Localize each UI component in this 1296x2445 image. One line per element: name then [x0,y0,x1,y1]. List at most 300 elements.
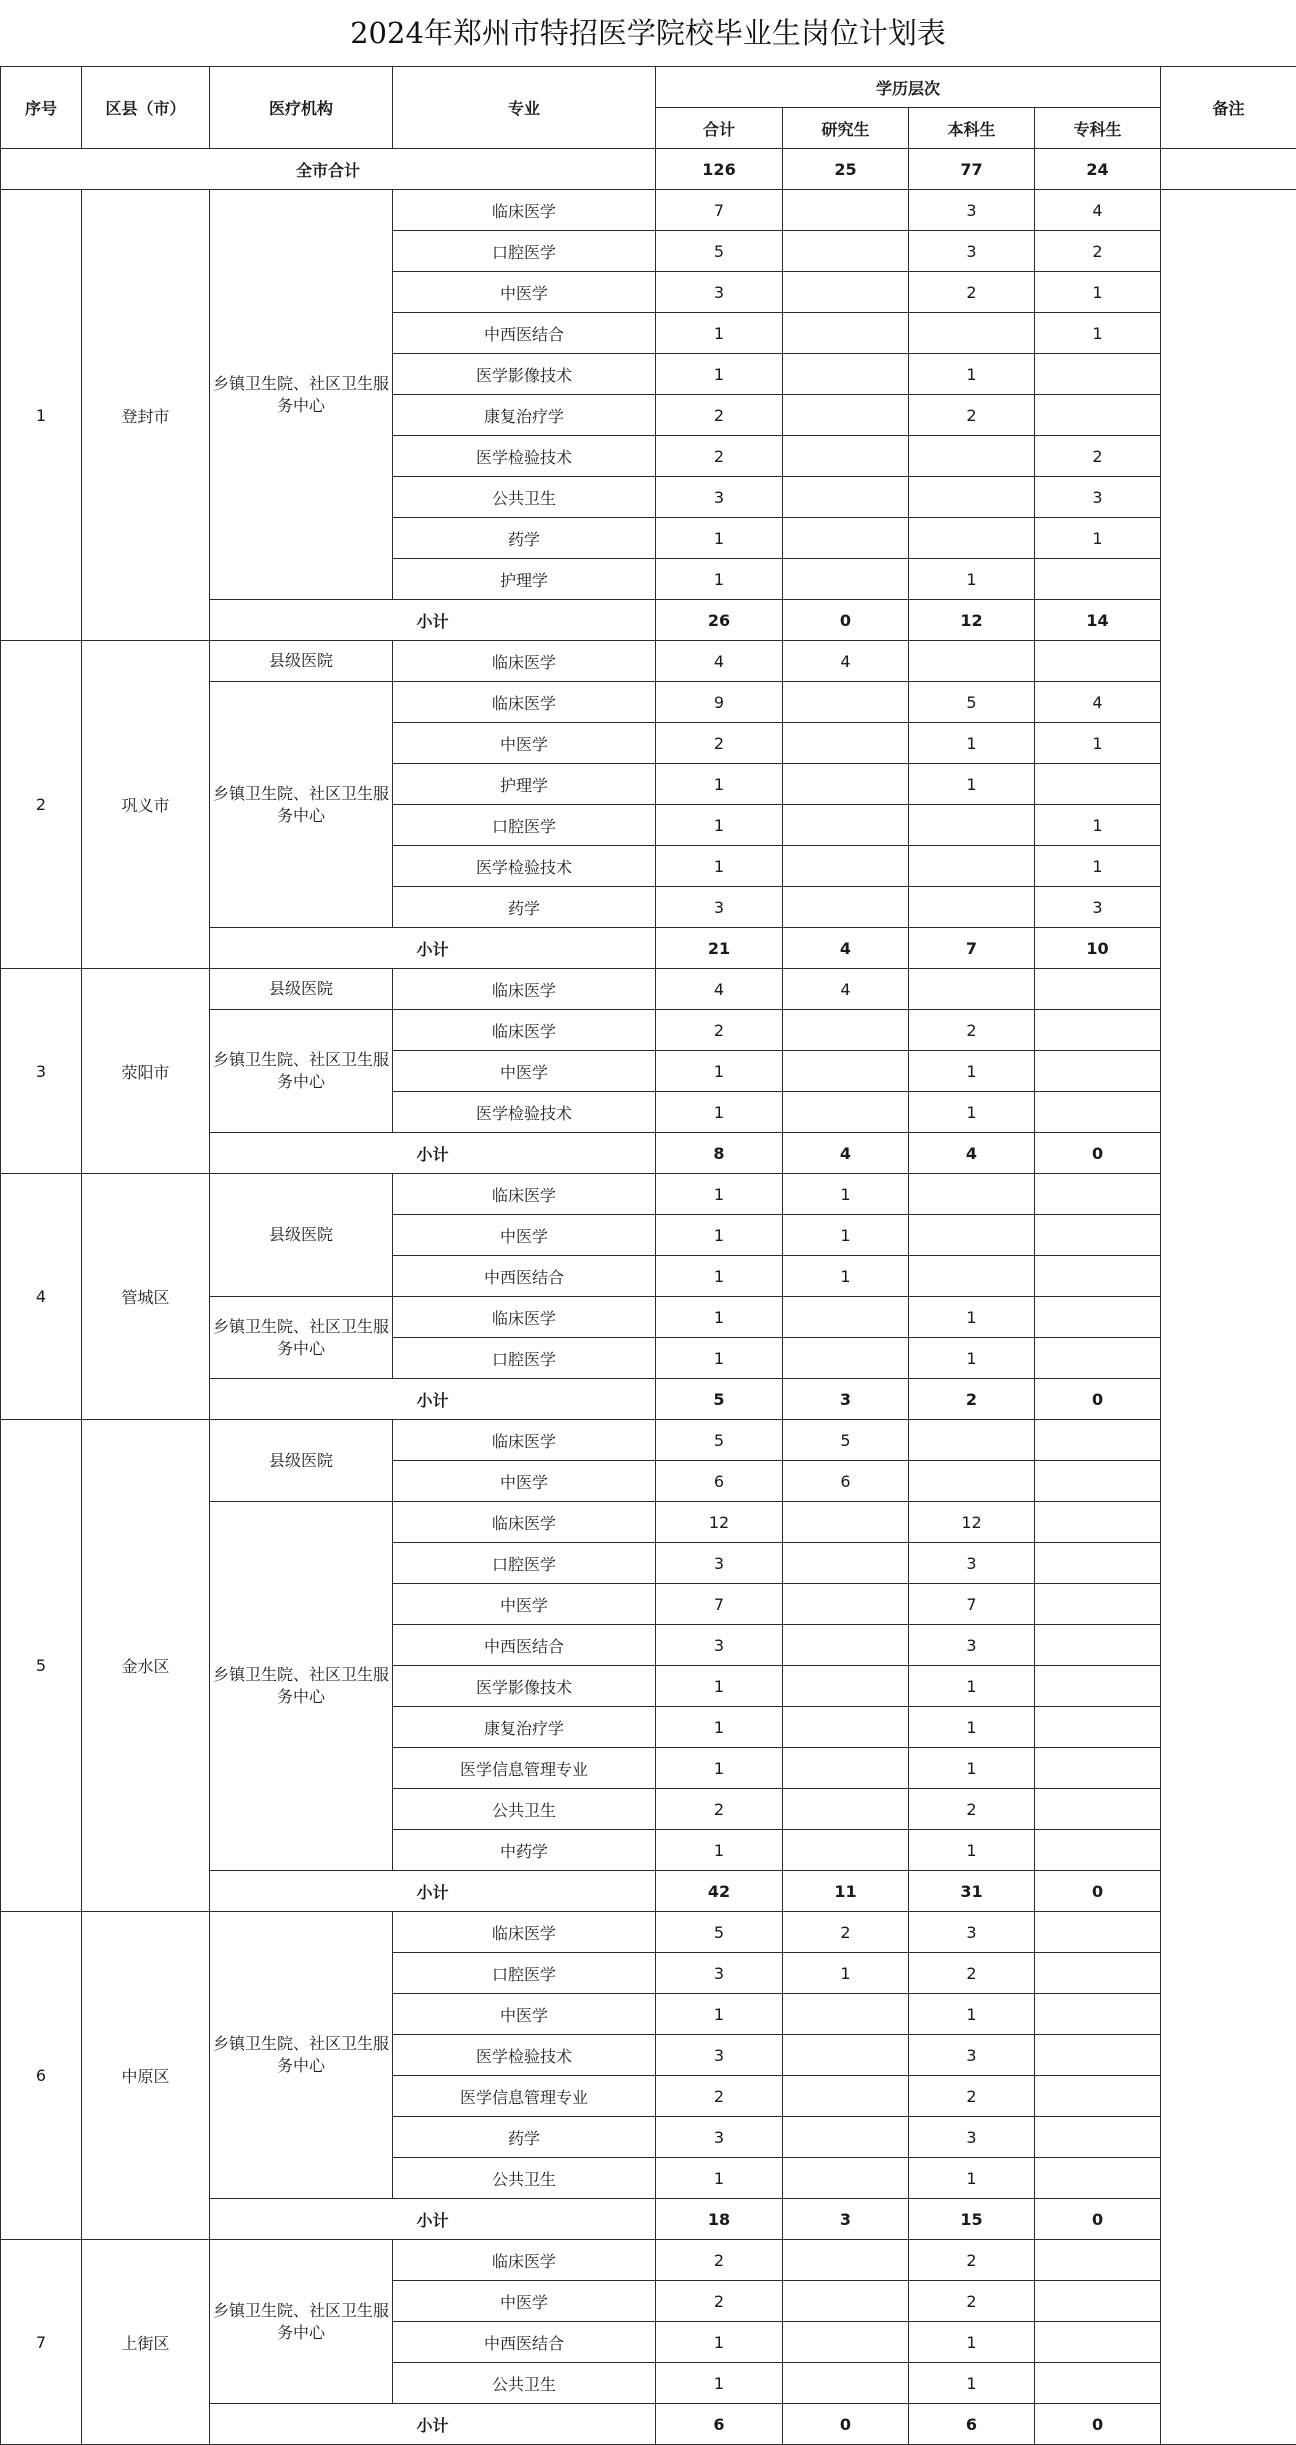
seq-cell: 5 [1,1420,82,1912]
bachelor-cell: 3 [909,231,1035,272]
major-cell: 临床医学 [393,1912,656,1953]
grad-cell [783,1092,909,1133]
subtotal-grad: 0 [783,2404,909,2445]
total-cell: 3 [656,2117,783,2158]
college-cell [1035,1994,1161,2035]
grand-total-bachelor: 77 [909,149,1035,190]
grad-cell: 5 [783,1420,909,1461]
grand-total-total: 126 [656,149,783,190]
major-cell: 中药学 [393,1830,656,1871]
major-cell: 中医学 [393,723,656,764]
total-cell: 1 [656,1174,783,1215]
college-cell [1035,1174,1161,1215]
institution-cell: 乡镇卫生院、社区卫生服务中心 [210,1502,393,1871]
college-cell: 4 [1035,190,1161,231]
major-cell: 中西医结合 [393,1625,656,1666]
grad-cell [783,2117,909,2158]
total-cell: 7 [656,1584,783,1625]
subtotal-label: 小计 [210,1379,656,1420]
subtotal-college: 0 [1035,1871,1161,1912]
bachelor-cell: 2 [909,272,1035,313]
grad-cell [783,272,909,313]
college-cell [1035,2117,1161,2158]
header-remark: 备注 [1161,67,1296,149]
subtotal-bachelor: 7 [909,928,1035,969]
college-cell: 3 [1035,887,1161,928]
table-row [1,641,1296,682]
bachelor-cell: 1 [909,1666,1035,1707]
college-cell: 4 [1035,682,1161,723]
grad-cell: 4 [783,969,909,1010]
college-cell [1035,1748,1161,1789]
major-cell: 临床医学 [393,1010,656,1051]
subtotal-college: 0 [1035,1379,1161,1420]
bachelor-cell [909,887,1035,928]
seq-cell: 4 [1,1174,82,1420]
grad-cell [783,2363,909,2404]
total-cell: 1 [656,764,783,805]
header-total: 合计 [656,108,783,149]
college-cell [1035,1625,1161,1666]
grad-cell [783,518,909,559]
college-cell [1035,2035,1161,2076]
bachelor-cell: 1 [909,559,1035,600]
total-cell: 3 [656,272,783,313]
total-cell: 3 [656,1625,783,1666]
grad-cell [783,2035,909,2076]
grad-cell [783,1625,909,1666]
grad-cell [783,2240,909,2281]
college-cell [1035,2322,1161,2363]
major-cell: 药学 [393,887,656,928]
major-cell: 临床医学 [393,1502,656,1543]
major-cell: 临床医学 [393,641,656,682]
bachelor-cell: 1 [909,2158,1035,2199]
major-cell: 医学信息管理专业 [393,1748,656,1789]
college-cell [1035,1953,1161,1994]
subtotal-grad: 4 [783,1133,909,1174]
college-cell [1035,2158,1161,2199]
major-cell: 护理学 [393,559,656,600]
header-college: 专科生 [1035,108,1161,149]
grad-cell [783,477,909,518]
district-cell: 管城区 [82,1174,210,1420]
subtotal-grad: 3 [783,2199,909,2240]
page-title: 2024年郑州市特招医学院校毕业生岗位计划表 [350,16,946,50]
total-cell: 3 [656,1543,783,1584]
bachelor-cell: 7 [909,1584,1035,1625]
subtotal-grad: 11 [783,1871,909,1912]
total-cell: 1 [656,2322,783,2363]
major-cell: 中医学 [393,1584,656,1625]
major-cell: 临床医学 [393,682,656,723]
total-cell: 1 [656,1830,783,1871]
total-cell: 1 [656,354,783,395]
grad-cell: 4 [783,641,909,682]
total-cell: 3 [656,2035,783,2076]
college-cell [1035,1502,1161,1543]
total-cell: 2 [656,1010,783,1051]
subtotal-bachelor: 4 [909,1133,1035,1174]
subtotal-bachelor: 31 [909,1871,1035,1912]
total-cell: 1 [656,1092,783,1133]
grad-cell [783,805,909,846]
college-cell [1035,395,1161,436]
subtotal-grad: 0 [783,600,909,641]
major-cell: 中医学 [393,272,656,313]
grad-cell [783,1502,909,1543]
header-grad: 研究生 [783,108,909,149]
total-cell: 5 [656,1912,783,1953]
college-cell [1035,1789,1161,1830]
grand-total-label: 全市合计 [1,149,656,190]
grad-cell [783,2076,909,2117]
grad-cell [783,395,909,436]
college-cell: 1 [1035,313,1161,354]
total-cell: 6 [656,1461,783,1502]
bachelor-cell: 3 [909,190,1035,231]
grad-cell [783,313,909,354]
college-cell [1035,1461,1161,1502]
college-cell [1035,1297,1161,1338]
table-row [1,2240,1296,2281]
bachelor-cell: 1 [909,2363,1035,2404]
bachelor-cell: 2 [909,2076,1035,2117]
subtotal-bachelor: 15 [909,2199,1035,2240]
major-cell: 中医学 [393,1994,656,2035]
subtotal-label: 小计 [210,600,656,641]
district-cell: 登封市 [82,190,210,641]
major-cell: 口腔医学 [393,231,656,272]
grad-cell: 1 [783,1215,909,1256]
total-cell: 1 [656,1051,783,1092]
major-cell: 中西医结合 [393,2322,656,2363]
total-cell: 1 [656,1338,783,1379]
grad-cell [783,1748,909,1789]
total-cell: 1 [656,2363,783,2404]
header-institution: 医疗机构 [210,67,393,149]
bachelor-cell: 3 [909,2035,1035,2076]
subtotal-label: 小计 [210,2404,656,2445]
job-plan-table [0,66,1296,2445]
bachelor-cell: 2 [909,2281,1035,2322]
major-cell: 公共卫生 [393,2363,656,2404]
bachelor-cell: 3 [909,1912,1035,1953]
subtotal-bachelor: 2 [909,1379,1035,1420]
subtotal-college: 0 [1035,2404,1161,2445]
bachelor-cell: 1 [909,723,1035,764]
grad-cell [783,764,909,805]
grad-cell [783,1994,909,2035]
grad-cell [783,1666,909,1707]
subtotal-total: 5 [656,1379,783,1420]
grad-cell [783,436,909,477]
grad-cell [783,559,909,600]
major-cell: 口腔医学 [393,1543,656,1584]
grad-cell [783,1010,909,1051]
college-cell: 1 [1035,846,1161,887]
total-cell: 1 [656,559,783,600]
seq-cell: 2 [1,641,82,969]
grad-cell [783,2158,909,2199]
major-cell: 临床医学 [393,2240,656,2281]
major-cell: 临床医学 [393,1297,656,1338]
bachelor-cell: 1 [909,1748,1035,1789]
total-cell: 1 [656,846,783,887]
major-cell: 公共卫生 [393,1789,656,1830]
college-cell [1035,1256,1161,1297]
college-cell [1035,1010,1161,1051]
college-cell: 1 [1035,805,1161,846]
bachelor-cell [909,518,1035,559]
major-cell: 临床医学 [393,969,656,1010]
grad-cell: 6 [783,1461,909,1502]
bachelor-cell [909,1174,1035,1215]
total-cell: 4 [656,641,783,682]
college-cell [1035,1830,1161,1871]
subtotal-college: 14 [1035,600,1161,641]
subtotal-total: 18 [656,2199,783,2240]
major-cell: 口腔医学 [393,1338,656,1379]
total-cell: 1 [656,518,783,559]
grad-cell [783,846,909,887]
subtotal-bachelor: 12 [909,600,1035,641]
institution-cell: 乡镇卫生院、社区卫生服务中心 [210,190,393,600]
bachelor-cell [909,805,1035,846]
district-cell: 金水区 [82,1420,210,1912]
total-cell: 2 [656,2076,783,2117]
seq-cell: 6 [1,1912,82,2240]
major-cell: 中医学 [393,2281,656,2322]
bachelor-cell: 1 [909,1092,1035,1133]
total-cell: 5 [656,1420,783,1461]
subtotal-total: 42 [656,1871,783,1912]
grand-total-row [1,149,1296,190]
total-cell: 1 [656,1215,783,1256]
major-cell: 康复治疗学 [393,1707,656,1748]
subtotal-grad: 3 [783,1379,909,1420]
total-cell: 2 [656,2281,783,2322]
major-cell: 口腔医学 [393,1953,656,1994]
major-cell: 临床医学 [393,1420,656,1461]
grad-cell [783,887,909,928]
grad-cell [783,1789,909,1830]
major-cell: 公共卫生 [393,477,656,518]
header-seq: 序号 [1,67,82,149]
total-cell: 2 [656,2240,783,2281]
college-cell [1035,641,1161,682]
subtotal-bachelor: 6 [909,2404,1035,2445]
college-cell: 1 [1035,518,1161,559]
bachelor-cell: 1 [909,354,1035,395]
grad-cell [783,1338,909,1379]
seq-cell: 7 [1,2240,82,2445]
grad-cell [783,231,909,272]
bachelor-cell: 2 [909,1789,1035,1830]
college-cell [1035,1584,1161,1625]
bachelor-cell: 1 [909,1297,1035,1338]
grad-cell [783,723,909,764]
grad-cell [783,1584,909,1625]
bachelor-cell: 2 [909,1010,1035,1051]
major-cell: 医学检验技术 [393,2035,656,2076]
major-cell: 药学 [393,518,656,559]
header-edu-level: 学历层次 [656,67,1161,108]
grad-cell: 2 [783,1912,909,1953]
bachelor-cell: 2 [909,395,1035,436]
bachelor-cell: 5 [909,682,1035,723]
total-cell: 1 [656,1707,783,1748]
grand-total-grad: 25 [783,149,909,190]
major-cell: 口腔医学 [393,805,656,846]
subtotal-label: 小计 [210,2199,656,2240]
subtotal-college: 0 [1035,2199,1161,2240]
subtotal-total: 8 [656,1133,783,1174]
total-cell: 1 [656,2158,783,2199]
bachelor-cell [909,1420,1035,1461]
subtotal-grad: 4 [783,928,909,969]
bachelor-cell: 3 [909,1625,1035,1666]
grand-total-college: 24 [1035,149,1161,190]
subtotal-label: 小计 [210,1871,656,1912]
grad-cell [783,1543,909,1584]
bachelor-cell: 2 [909,2240,1035,2281]
major-cell: 医学检验技术 [393,436,656,477]
bachelor-cell: 1 [909,1707,1035,1748]
major-cell: 公共卫生 [393,2158,656,2199]
institution-cell: 县级医院 [210,969,393,1010]
institution-cell: 乡镇卫生院、社区卫生服务中心 [210,1010,393,1133]
institution-cell: 县级医院 [210,1420,393,1502]
college-cell [1035,2076,1161,2117]
college-cell: 1 [1035,723,1161,764]
major-cell: 中医学 [393,1215,656,1256]
bachelor-cell: 1 [909,764,1035,805]
college-cell: 1 [1035,272,1161,313]
district-cell: 巩义市 [82,641,210,969]
college-cell [1035,1092,1161,1133]
total-cell: 3 [656,887,783,928]
table-row [1,190,1296,231]
grad-cell [783,354,909,395]
bachelor-cell [909,436,1035,477]
total-cell: 1 [656,1297,783,1338]
subtotal-college: 10 [1035,928,1161,969]
grad-cell [783,2281,909,2322]
seq-cell: 3 [1,969,82,1174]
total-cell: 1 [656,1666,783,1707]
major-cell: 中医学 [393,1461,656,1502]
major-cell: 中西医结合 [393,1256,656,1297]
bachelor-cell [909,641,1035,682]
bachelor-cell: 1 [909,2322,1035,2363]
total-cell: 4 [656,969,783,1010]
total-cell: 2 [656,723,783,764]
major-cell: 医学检验技术 [393,846,656,887]
grad-cell [783,682,909,723]
bachelor-cell: 12 [909,1502,1035,1543]
total-cell: 3 [656,477,783,518]
institution-cell: 乡镇卫生院、社区卫生服务中心 [210,2240,393,2404]
college-cell [1035,764,1161,805]
table-row [1,969,1296,1010]
institution-cell: 乡镇卫生院、社区卫生服务中心 [210,1297,393,1379]
college-cell [1035,559,1161,600]
college-cell [1035,1912,1161,1953]
bachelor-cell: 3 [909,1543,1035,1584]
grad-cell [783,1297,909,1338]
total-cell: 1 [656,1256,783,1297]
subtotal-total: 21 [656,928,783,969]
remark-cell [1161,190,1296,2445]
bachelor-cell: 1 [909,1338,1035,1379]
table-row [1,1174,1296,1215]
subtotal-total: 26 [656,600,783,641]
bachelor-cell: 1 [909,1830,1035,1871]
college-cell: 3 [1035,477,1161,518]
major-cell: 临床医学 [393,190,656,231]
bachelor-cell: 1 [909,1051,1035,1092]
seq-cell: 1 [1,190,82,641]
table-row [1,1420,1296,1461]
bachelor-cell [909,1461,1035,1502]
major-cell: 中医学 [393,1051,656,1092]
district-cell: 荥阳市 [82,969,210,1174]
total-cell: 3 [656,1953,783,1994]
total-cell: 1 [656,1748,783,1789]
total-cell: 1 [656,313,783,354]
bachelor-cell: 2 [909,1953,1035,1994]
college-cell [1035,1338,1161,1379]
college-cell: 2 [1035,436,1161,477]
college-cell [1035,2281,1161,2322]
district-cell: 中原区 [82,1912,210,2240]
grad-cell [783,2322,909,2363]
header-district: 区县（市） [82,67,210,149]
college-cell [1035,1051,1161,1092]
major-cell: 医学检验技术 [393,1092,656,1133]
grad-cell [783,1707,909,1748]
major-cell: 临床医学 [393,1174,656,1215]
college-cell [1035,1543,1161,1584]
major-cell: 护理学 [393,764,656,805]
college-cell [1035,2240,1161,2281]
grad-cell [783,190,909,231]
header-bachelor: 本科生 [909,108,1035,149]
major-cell: 医学影像技术 [393,1666,656,1707]
total-cell: 12 [656,1502,783,1543]
bachelor-cell [909,846,1035,887]
total-cell: 7 [656,190,783,231]
college-cell [1035,1707,1161,1748]
college-cell [1035,1420,1161,1461]
grad-cell: 1 [783,1256,909,1297]
subtotal-college: 0 [1035,1133,1161,1174]
total-cell: 5 [656,231,783,272]
major-cell: 中西医结合 [393,313,656,354]
major-cell: 康复治疗学 [393,395,656,436]
table-row [1,1912,1296,1953]
institution-cell: 县级医院 [210,641,393,682]
total-cell: 1 [656,1994,783,2035]
major-cell: 药学 [393,2117,656,2158]
total-cell: 9 [656,682,783,723]
college-cell [1035,1215,1161,1256]
college-cell [1035,1666,1161,1707]
bachelor-cell [909,1256,1035,1297]
total-cell: 1 [656,805,783,846]
total-cell: 2 [656,395,783,436]
